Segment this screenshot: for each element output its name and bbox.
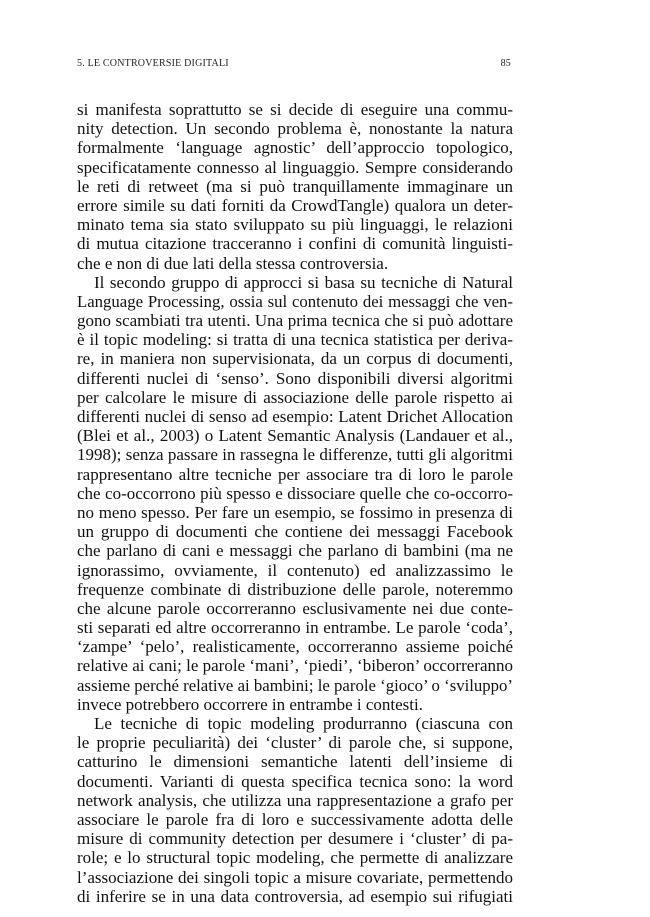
text-line: nity detection. Un secondo problema è, nonostante la natura [77,119,513,139]
text-line: che co-occorrono più spesso e dissociare quelle che co-occorro- [77,483,513,503]
text-line: gono scambiati tra utenti. Una prima tecnica che si può adottare [77,311,513,331]
text-line: Il secondo gruppo di approcci si basa su tecniche di Natural [94,272,513,292]
paragraph [77,273,513,714]
text-line: che alcune parole occorreranno esclusivamente nei due conte- [77,598,513,618]
text-line: misure di community detection per desumere i ‘cluster’ di pa- [77,829,513,849]
text-line: le proprie peculiarità) dei ‘cluster’ di parole che, si suppone, [77,733,513,753]
running-header [77,58,511,74]
text-line: Le tecniche di topic modeling produrranno (ciascuna con [94,714,513,733]
text-line: che e non di due lati della stessa controversia. [77,253,389,273]
text-line: relative ai cani; le parole ‘mani’, ‘piedi’, ‘biberon’ occorreranno [77,656,513,676]
text-line: catturino le dimensioni semantiche latenti dell’insieme di [77,752,513,772]
text-line: l’associazione dei singoli topic a misure covariate, permettendo [77,867,513,887]
text-line: no meno spesso. Per fare un esempio, se fossimo in presenza di [77,502,513,522]
text-line: Language Processing, ossia sul contenuto dei messaggi che ven- [77,291,513,311]
text-line: si manifesta soprattutto se si decide di eseguire una commu- [77,100,513,119]
text-line: ‘zampe’ ‘pelo’, realisticamente, occorreranno assieme poiché [77,637,513,657]
paragraph [77,714,513,906]
text-line: di mutua citazione tracceranno i confini di comunità linguisti- [77,234,513,254]
text-line: rappresentano altre tecniche per associare tra di loro le parole [77,464,513,484]
page-number: 85 [500,58,511,69]
text-line: assieme perché relative ai bambini; le parole ‘gioco’ o ‘sviluppo’ [77,675,513,695]
text-line: un gruppo di documenti che contiene dei messaggi Facebook [77,522,513,542]
text-line: re, in maniera non supervisionata, da un corpus di documenti, [77,349,513,369]
text-line: sti separati ed altre occorreranno in entrambe. Le parole ‘coda’, [77,618,513,638]
text-line: 1998); senza passare in rassegna le differenze, tutti gli algoritmi [77,445,513,465]
text-line: role; e lo structural topic modeling, che permette di analizzare [77,848,513,868]
text-line: minato tema sia stato sviluppato su più linguaggi, le relazioni [77,215,513,235]
body-text [77,100,513,906]
text-line: differenti nuclei di senso ad esempio: Latent Drichet Allocation [77,407,513,426]
chapter-title: 5. LE CONTROVERSIE DIGITALI [77,58,229,69]
text-line: documenti. Varianti di questa specifica tecnica sono: la word [77,771,513,791]
paragraph [77,100,513,273]
text-line: frequenze combinate di distribuzione delle parole, noteremmo [77,579,513,599]
text-line: formalmente ‘language agnostic’ dell’approccio topologico, [77,138,513,158]
text-line: differenti nuclei di ‘senso’. Sono disponibili diversi algoritmi [77,368,513,388]
text-line: che parlano di cani e messaggi che parlano di bambini (ma ne [77,541,513,561]
text-line: è il topic modeling: si tratta di una tecnica statistica per deriva- [77,330,513,350]
text-line: network analysis, che utilizza una rappresentazione a grafo per [77,790,513,810]
text-line: errore simile su dati forniti da CrowdTangle) qualora un deter- [77,195,513,215]
text-line: invece potrebbero occorrere in entrambe i contesti. [77,694,423,714]
text-line: per calcolare le misure di associazione delle parole rispetto ai [77,387,513,407]
text-line: di inferire se in una data controversia, ad esempio sui rifugiati [77,886,513,906]
text-line: associare le parole fra di loro e successivamente adotta delle [77,809,513,829]
text-line: specificatamente connesso al linguaggio. Sempre considerando [77,157,513,177]
text-line: le reti di retweet (ma si può tranquillamente immaginare un [77,176,513,196]
text-line: (Blei et al., 2003) o Latent Semantic Analysis (Landauer et al., [77,426,513,446]
text-line: ignorassimo, ovviamente, il contenuto) ed analizzassimo le [77,560,513,580]
